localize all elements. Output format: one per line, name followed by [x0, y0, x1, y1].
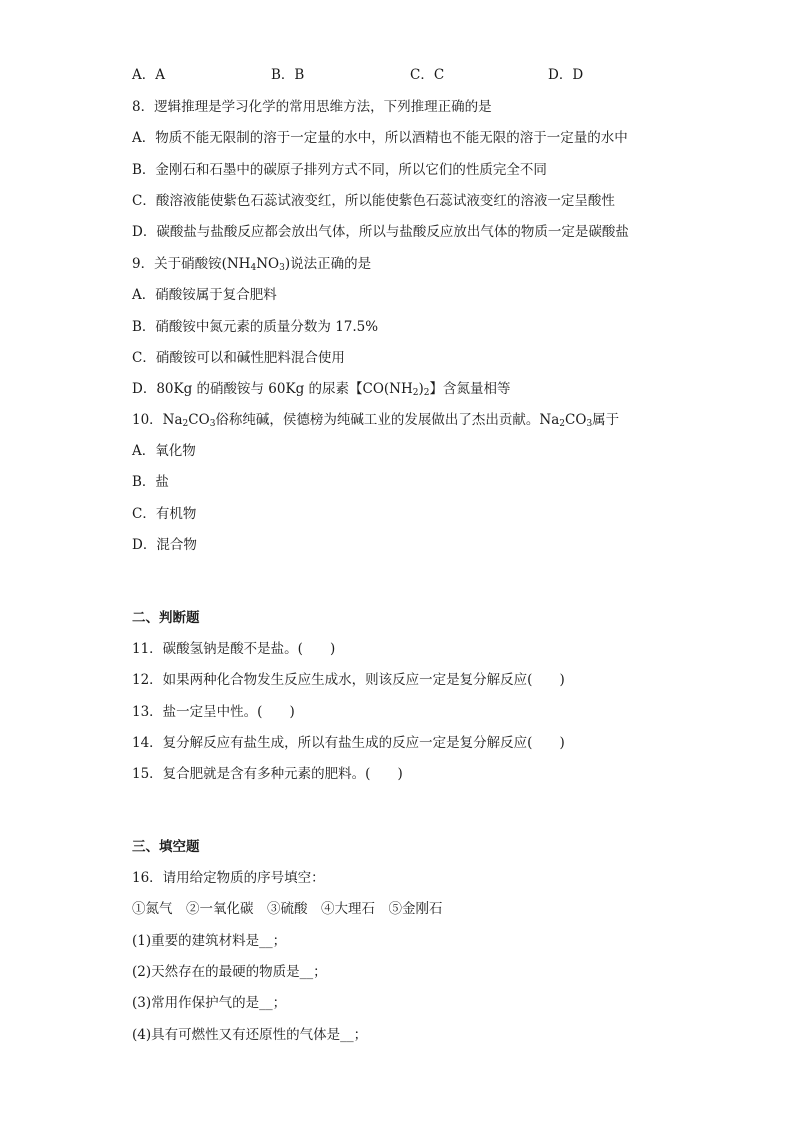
option-d: D．D	[548, 67, 584, 83]
question-8-option-d: D．碳酸盐与盐酸反应都会放出气体，所以与盐酸反应放出气体的物质一定是碳酸盐	[132, 224, 629, 240]
question-14: 14．复分解反应有盐生成，所以有盐生成的反应一定是复分解反应( )	[132, 735, 565, 751]
question-10-option-a: A．氧化物	[132, 443, 196, 459]
section-3-title: 三、填空题	[132, 839, 200, 855]
question-10-stem: 10．$Na_2CO_3$俗称纯碱，侯德榜为纯碱工业的发展做出了杰出贡献。$Na_2CO_3$属于	[132, 412, 620, 429]
option-b: B．B	[271, 67, 305, 83]
question-16-stem: 16．请用给定物质的序号填空：	[132, 870, 325, 886]
question-13: 13．盐一定呈中性。( )	[132, 704, 295, 720]
section-2-title: 二、判断题	[132, 610, 200, 626]
option-a: A．A	[132, 67, 165, 83]
option-c: C．C	[410, 67, 445, 83]
question-9-option-a: A．硝酸铵属于复合肥料	[132, 287, 277, 303]
question-16-blank-4: (4)具有可燃性又有还原性的气体是__；	[132, 1027, 368, 1043]
question-9-option-c: C．硝酸铵可以和碱性肥料混合使用	[132, 350, 345, 366]
question-9-stem: 9．关于硝酸铵$(NH_4NO_3)$说法正确的是	[132, 256, 372, 273]
question-9-option-b: B．硝酸铵中氮元素的质量分数为 17.5%	[132, 319, 379, 335]
question-10-option-b: B．盐	[132, 474, 169, 490]
question-15: 15．复合肥就是含有多种元素的肥料。( )	[132, 766, 403, 782]
question-8-option-a: A．物质不能无限制的溶于一定量的水中，所以酒精也不能无限的溶于一定量的水中	[132, 130, 628, 146]
question-8-option-c: C．酸溶液能使紫色石蕊试液变红，所以能使紫色石蕊试液变红的溶液一定呈酸性	[132, 193, 615, 209]
question-16-blank-1: (1)重要的建筑材料是__；	[132, 933, 287, 949]
answer-options-row	[132, 66, 652, 84]
question-8-option-b: B．金刚石和石墨中的碳原子排列方式不同，所以它们的性质完全不同	[132, 162, 547, 178]
question-12: 12．如果两种化合物发生反应生成水，则该反应一定是复分解反应( )	[132, 672, 565, 688]
question-10-option-d: D．混合物	[132, 537, 197, 553]
question-9-option-d: D．80Kg 的硝酸铵与 60Kg 的尿素【$CO(NH_2)_2$】含氮量相等	[132, 381, 511, 398]
question-11: 11．碳酸氢钠是酸不是盐。( )	[132, 641, 336, 657]
question-8-stem: 8．逻辑推理是学习化学的常用思维方法，下列推理正确的是	[132, 99, 492, 115]
question-16-substances: ①氮气 ②一氧化碳 ③硫酸 ④大理石 ⑤金刚石	[132, 901, 443, 917]
question-16-blank-2: (2)天然存在的最硬的物质是__；	[132, 964, 327, 980]
question-16-blank-3: (3)常用作保护气的是__；	[132, 995, 287, 1011]
question-10-option-c: C．有机物	[132, 506, 197, 522]
